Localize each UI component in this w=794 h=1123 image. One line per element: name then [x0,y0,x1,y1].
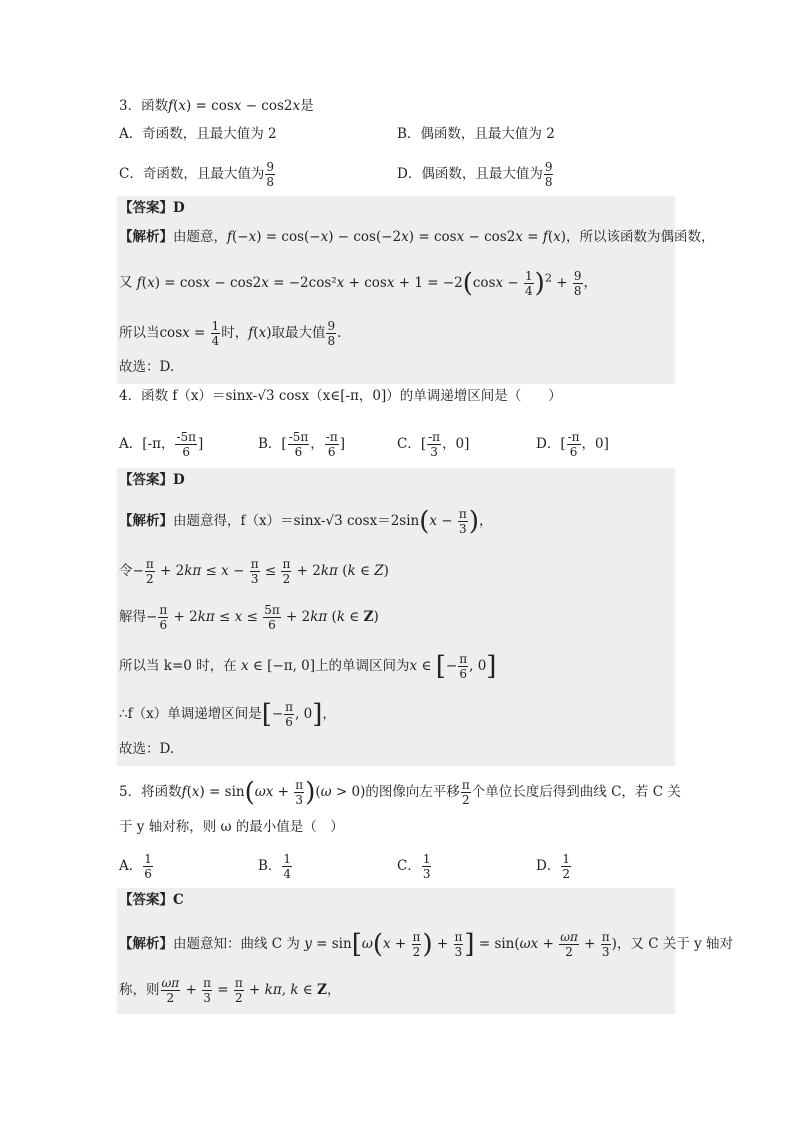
q4-analysis-line-5: ∴f（x）单调递增区间是[− $\frac{\pi}{6}$ , 0]， [119,699,336,730]
q5-stem-text-c: 个单位长度后得到曲线 C，若 C 关 [471,784,681,800]
q5-analysis-line-1 [119,930,733,959]
q4-formula-interval: x ∈ [− $\frac{\pi}{6}$ , 0] [409,651,497,682]
q4-formula-sin: 2sin(x − $\frac{\pi}{3}$ ) [390,506,479,537]
q3-analysis-text: 所以当 [119,325,160,341]
q5-option-d-text: D． [536,858,561,874]
q4-answer-label: 【答案】D [119,472,185,488]
q5-option-c [397,852,432,881]
q4-formula-domain: x ∈ [−π, 0] [236,658,316,674]
q3-analysis-line-2: 又 f(x) = cosx − cos2x = −2cos²x + cosx + 1 = −2(cosx − $\frac{1}{4}$ )$^2$ + $\frac{9}{8}$ ， [119,268,598,298]
q5-answer [119,890,184,910]
q5-stem-text: 5．将函数 [119,784,182,800]
q3-option-d-text: D．偶函数，且最大值为 [397,166,543,182]
q4-analysis-line-3 [119,603,379,632]
q5-stem-text-b: 的图像向左平移 [365,784,460,800]
q3-answer [119,198,185,218]
q3-analysis-line-1 [119,227,715,247]
q4-analysis-text-b: 上的单调区间为 [315,658,410,674]
q4-analysis-line-2 [119,557,389,586]
q3-stem-prefix: 3．函数 [119,98,169,114]
q4-formula-ineq: − $\frac{\pi}{2}$ + 2kπ ≤ x − $\frac{\pi}{3}$ ≤ $\frac{\pi}{2}$ + 2kπ (k ∈ Z) [132,557,389,586]
q3-analysis-text: 又 [119,274,133,291]
q4-answer [119,470,185,490]
q5-func: f(x) = sin(ωx + $\frac{\pi}{3}$ )(ω > 0) [181,777,366,808]
q5-analysis-text: 称，则 [119,982,160,998]
fraction: $\frac{9}{8}$ [327,319,336,348]
q5-option-a [119,852,154,881]
fraction: $\frac{-5\pi}{6}$ [176,430,197,459]
q3-analysis-text-c: 取最大值 [271,325,326,341]
q5-option-d [536,852,572,881]
fraction: $\frac{-5\pi}{6}$ [288,430,309,459]
q3-analysis-text-b: 时， [221,325,249,341]
q5-formula-cond: $\frac{\omega\pi}{2}$ + $\frac{\pi}{3}$ = $\frac{\pi}{2}$ + kπ, k ∈ Z [161,976,327,1005]
q4-stem: 4．函数 f（x）＝sinx-√3 cosx（x∈[-π，0]）的单调递增区间是（ ） [119,388,562,404]
q5-stem-line-2: 于 y 轴对称，则 ω 的最小值是（ ） [119,819,344,835]
q3-option-c [119,160,276,189]
q3-stem [119,96,314,116]
q3-answer-label: 【答案】D [119,200,185,216]
q4-analysis-text: 由题意得，f（x）＝sinx-√3 cosx＝ [173,513,391,529]
q4-analysis-line-1: 【解析】由题意得，f（x）＝sinx-√3 cosx＝2sin(x − $\frac{\pi}{3}$ )， [119,506,493,537]
q4-option-c: C．[ $\frac{-\pi}{3}$ ，0] [397,430,470,459]
q5-option-b [258,852,293,881]
fraction: $\frac{-\pi}{6}$ [567,430,580,459]
q5-analysis-label: 【解析】 [119,936,173,952]
q4-analysis-text: ∴f（x）单调递增区间是 [119,706,262,722]
fraction: $\frac{1}{4}$ [283,852,292,881]
q4-analysis-text: 令 [119,563,133,579]
q5-option-a-text: A． [119,858,143,874]
q5-option-c-text: C． [397,858,421,874]
q5-option-b-text: B． [258,858,282,874]
q4-option-b-text: B．[ [258,436,287,452]
q5-analysis-text: 由题意知：曲线 C 为 [173,936,300,952]
fraction: $\frac{-\pi}{3}$ [428,430,441,459]
q3-formula-cos: cosx = $\frac{1}{4}$ [159,319,220,348]
q5-formula-curve: y = sin[ω(x + $\frac{\pi}{2}$ ) + $\frac{\pi}{3}$ ] = sin(ωx + $\frac{\omega\pi}{2}$ + $\frac{\pi}{3}$ ) [299,929,617,960]
q3-formula-even: f(−x) = cos(−x) − cos(−2x) = cosx − cos2x = f(x) [227,229,567,245]
q4-analysis-label: 【解析】 [119,513,173,529]
fraction: $\frac{\pi}{2}$ [461,778,470,807]
q4-option-c-text: C．[ [397,436,427,452]
q5-analysis-line-2: 称，则 $\frac{\omega\pi}{2}$ + $\frac{\pi}{3}$ = $\frac{\pi}{2}$ + kπ, k ∈ Z， [119,976,341,1005]
q3-analysis-line-4: 故选：D. [119,359,175,375]
fraction: $\frac{9}{8}$ [266,160,274,189]
q3-option-a: A．奇函数，且最大值为 2 [119,126,277,142]
q3-option-b: B．偶函数，且最大值为 2 [397,126,555,142]
q3-formula-expand: f(x) = cosx − cos2x = −2cos²x + cosx + 1 = −2(cosx − $\frac{1}{4}$ )$^2$ + $\frac{9}{8}$ [132,268,582,298]
q4-option-a-text: A．[-π， [119,436,175,452]
q3-stem-suffix: 是 [300,98,314,114]
q4-formula-result: [− $\frac{\pi}{6}$ , 0] [261,699,323,730]
fraction: $\frac{1}{2}$ [562,852,570,881]
q4-option-a: A．[-π， $\frac{-5\pi}{6}$ ] [119,430,204,459]
q4-formula-solve: − $\frac{\pi}{6}$ + 2kπ ≤ x ≤ $\frac{5\pi}{6}$ + 2kπ (k ∈ Z) [146,603,379,632]
q4-option-d-text: D．[ [536,436,566,452]
q4-analysis-text: 所以当 k=0 时，在 [119,658,237,674]
q4-option-b: B．[ $\frac{-5\pi}{6}$ ， $\frac{-\pi}{6}$ ] [258,430,345,459]
q3-analysis-label: 【解析】 [119,229,173,245]
q5-stem-line-1 [119,778,681,807]
q5-answer-label: 【答案】C [119,892,184,908]
fraction: $\frac{-\pi}{6}$ [325,430,338,459]
q3-func: f(x) = cosx − cos2x [168,98,301,114]
q3-analysis-text: 由题意， [173,229,227,245]
q4-analysis-line-6: 故选：D. [119,741,175,757]
q4-option-d: D．[ $\frac{-\pi}{6}$ ，0] [536,430,609,459]
fraction: $\frac{1}{6}$ [144,852,152,881]
q3-analysis-text-b: ，所以该函数为偶函数， [566,229,715,245]
fraction: $\frac{9}{8}$ [544,160,553,189]
q3-formula-fx: f(x) [248,325,272,341]
q3-option-c-text: C．奇函数，且最大值为 [119,166,265,182]
q5-analysis-text-b: ，又 C 关于 y 轴对 [616,936,734,952]
fraction: $\frac{1}{3}$ [422,852,431,881]
q3-option-d [397,160,554,189]
q4-analysis-text: 解得 [119,609,146,625]
q4-analysis-line-4 [119,652,496,681]
q3-analysis-line-3: 所以当cosx = $\frac{1}{4}$ 时，f(x)取最大值 $\frac{9}{8}$ . [119,319,342,348]
